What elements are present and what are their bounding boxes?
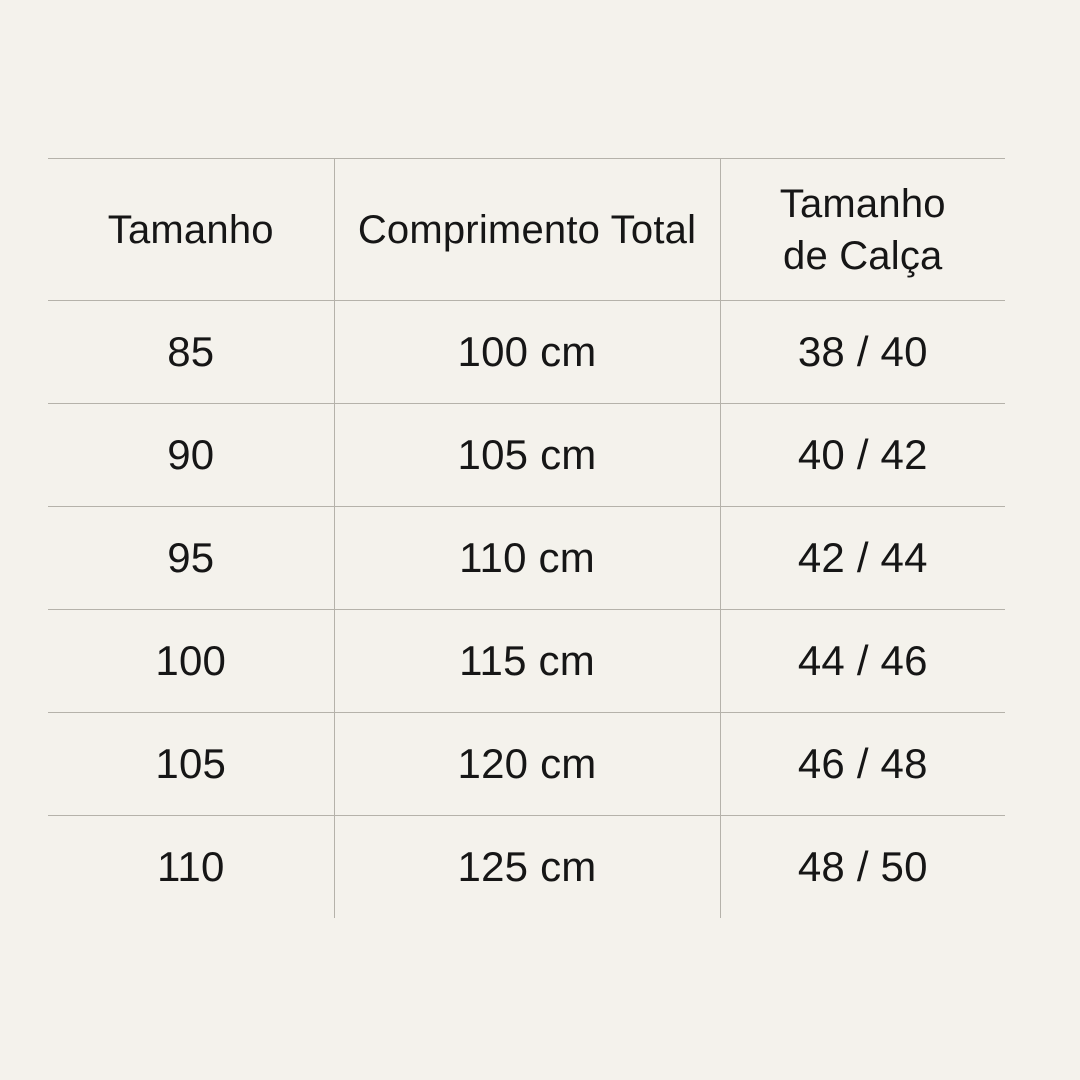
cell-tamanho-de-calca: 38 / 40 (720, 301, 1005, 404)
column-header-tamanho-de-calca-label: Tamanho de Calça (779, 181, 946, 278)
header-row (48, 159, 1005, 301)
cell-tamanho-de-calca: 42 / 44 (720, 507, 1005, 610)
cell-comprimento-total: 110 cm (334, 507, 720, 610)
cell-tamanho-de-calca: 48 / 50 (797, 843, 928, 890)
column-header-tamanho-de-calca (720, 159, 1005, 301)
cell-tamanho: 95 (48, 507, 334, 610)
column-header-comprimento-total: Comprimento Total (334, 159, 720, 301)
cell-tamanho: 105 (48, 713, 334, 816)
cell-tamanho-de-calca: 44 / 46 (720, 610, 1005, 713)
table-row (48, 713, 1005, 816)
cell-comprimento-total: 105 cm (334, 404, 720, 507)
cell-tamanho: 110 (48, 816, 334, 919)
cell-comprimento-total: 100 cm (334, 301, 720, 404)
table-row (48, 816, 1005, 919)
table-row (48, 610, 1005, 713)
cell-comprimento-total: 120 cm (334, 713, 720, 816)
table-row (48, 404, 1005, 507)
cell-comprimento-total: 125 cm (334, 816, 720, 919)
cell-tamanho: 90 (48, 404, 334, 507)
cell-comprimento-total: 115 cm (334, 610, 720, 713)
cell-tamanho: 100 (48, 610, 334, 713)
table-row (48, 301, 1005, 404)
cell-tamanho: 85 (48, 301, 334, 404)
column-header-tamanho: Tamanho (48, 159, 334, 301)
size-chart-table (48, 158, 1005, 918)
cell-tamanho-de-calca: 46 / 48 (720, 713, 1005, 816)
table-row (48, 507, 1005, 610)
cell-tamanho-de-calca: 40 / 42 (720, 404, 1005, 507)
